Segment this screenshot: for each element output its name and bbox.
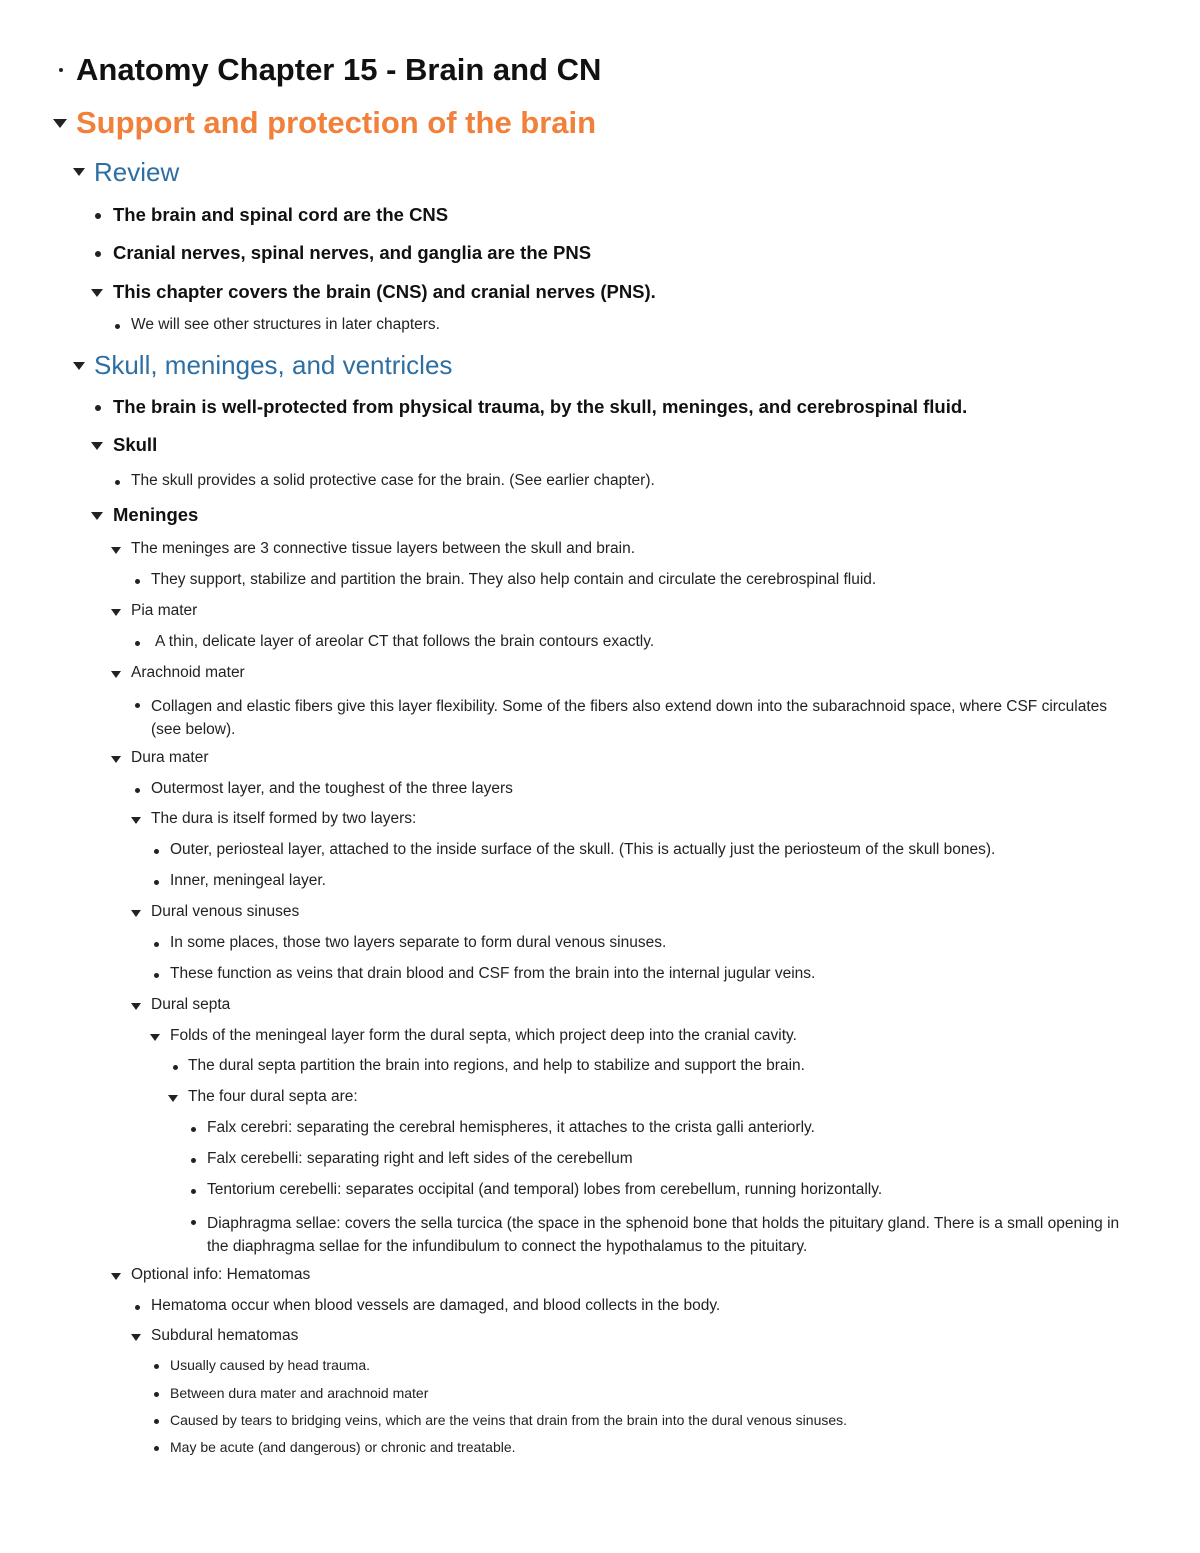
list-item-text: In some places, those two layers separate to form dural venous sinuses. bbox=[170, 934, 667, 951]
list-item-text: Hematoma occur when blood vessels are damaged, and blood collects in the body. bbox=[151, 1297, 721, 1314]
list-item bbox=[151, 934, 666, 954]
collapse-triangle-icon[interactable] bbox=[149, 1027, 161, 1047]
bullet-dot-icon bbox=[151, 1357, 161, 1375]
list-item[interactable] bbox=[110, 540, 635, 560]
list-item bbox=[92, 204, 448, 228]
list-item bbox=[188, 1212, 1128, 1258]
collapse-triangle-icon[interactable] bbox=[167, 1088, 179, 1108]
list-item-text: Pia mater bbox=[131, 602, 198, 619]
collapse-triangle-icon[interactable] bbox=[130, 903, 142, 923]
collapse-triangle-icon[interactable] bbox=[52, 105, 68, 141]
collapse-triangle-icon[interactable] bbox=[90, 281, 104, 305]
list-item[interactable] bbox=[110, 664, 245, 684]
list-item bbox=[188, 1119, 815, 1139]
list-item bbox=[151, 841, 995, 861]
list-item bbox=[132, 695, 1127, 741]
list-item-text: The meninges are 3 connective tissue layers between the skull and brain. bbox=[131, 540, 636, 557]
bullet-dot-icon bbox=[54, 52, 68, 88]
collapse-triangle-icon[interactable] bbox=[72, 350, 86, 382]
skull-section-row[interactable] bbox=[72, 350, 452, 382]
page-title: Anatomy Chapter 15 - Brain and CN bbox=[76, 52, 602, 87]
bullet-dot-icon bbox=[188, 1150, 198, 1170]
list-item bbox=[151, 1412, 847, 1430]
list-item-text: The brain and spinal cord are the CNS bbox=[113, 204, 449, 225]
list-item[interactable] bbox=[130, 996, 230, 1016]
bullet-dot-icon bbox=[188, 1212, 198, 1232]
list-item-text: These function as veins that drain blood and CSF from the brain into the internal jugular veins. bbox=[170, 965, 816, 982]
collapse-triangle-icon[interactable] bbox=[72, 157, 86, 187]
list-item-text: The brain is well-protected from physical trauma, by the skull, meninges, and cerebrospinal fluid. bbox=[113, 396, 968, 417]
list-item[interactable] bbox=[167, 1088, 358, 1108]
collapse-triangle-icon[interactable] bbox=[90, 504, 104, 528]
list-item-text: Optional info: Hematomas bbox=[131, 1266, 311, 1283]
list-item bbox=[112, 472, 655, 492]
list-item bbox=[92, 396, 967, 420]
collapse-triangle-icon[interactable] bbox=[130, 1327, 142, 1347]
title-row bbox=[54, 52, 601, 88]
skull-section-heading: Skull, meninges, and ventricles bbox=[94, 350, 453, 380]
list-item-text: The dura is itself formed by two layers: bbox=[151, 810, 417, 827]
list-item-text: Dura mater bbox=[131, 749, 209, 766]
list-item-text: Falx cerebelli: separating right and left sides of the cerebellum bbox=[207, 1150, 633, 1167]
list-item bbox=[188, 1150, 633, 1170]
list-item[interactable] bbox=[110, 1266, 310, 1286]
list-item[interactable] bbox=[130, 903, 299, 923]
meninges-row[interactable] bbox=[90, 504, 198, 528]
list-item bbox=[92, 242, 591, 266]
list-item-text: Skull bbox=[113, 434, 158, 455]
bullet-dot-icon bbox=[92, 396, 104, 420]
bullet-dot-icon bbox=[151, 1385, 161, 1403]
list-item-text: Between dura mater and arachnoid mater bbox=[170, 1385, 429, 1401]
bullet-dot-icon bbox=[92, 204, 104, 228]
list-item bbox=[151, 872, 326, 892]
bullet-dot-icon bbox=[132, 1297, 142, 1317]
list-item-text: A thin, delicate layer of areolar CT that follows the brain contours exactly. bbox=[155, 633, 655, 650]
list-item-text: We will see other structures in later chapters. bbox=[131, 316, 440, 333]
list-item-text: Meninges bbox=[113, 504, 199, 525]
bullet-dot-icon bbox=[112, 316, 122, 336]
section-heading: Support and protection of the brain bbox=[76, 105, 597, 140]
list-item-text: Collagen and elastic fibers give this layer flexibility. Some of the fibers also extend down into the subarachnoid space, where CSF circulates (see below). bbox=[151, 698, 1108, 738]
list-item-text: May be acute (and dangerous) or chronic and treatable. bbox=[170, 1439, 516, 1455]
list-item-text: This chapter covers the brain (CNS) and cranial nerves (PNS). bbox=[113, 281, 656, 302]
list-item-text: Outermost layer, and the toughest of the three layers bbox=[151, 780, 513, 797]
list-item-text: Dural venous sinuses bbox=[151, 903, 300, 920]
collapse-triangle-icon[interactable] bbox=[110, 749, 122, 769]
list-item[interactable] bbox=[149, 1027, 797, 1047]
list-item bbox=[132, 571, 876, 591]
list-item-text: Falx cerebri: separating the cerebral hemispheres, it attaches to the crista galli anteriorly. bbox=[207, 1119, 815, 1136]
list-item-text: The dural septa partition the brain into regions, and help to stabilize and support the brain. bbox=[188, 1057, 805, 1074]
list-item-text: Cranial nerves, spinal nerves, and ganglia are the PNS bbox=[113, 242, 592, 263]
list-item[interactable] bbox=[110, 602, 197, 622]
list-item[interactable] bbox=[130, 810, 416, 830]
bullet-dot-icon bbox=[151, 1439, 161, 1457]
bullet-dot-icon bbox=[132, 695, 142, 715]
list-item-text: Folds of the meningeal layer form the dural septa, which project deep into the cranial cavity. bbox=[170, 1027, 797, 1044]
list-item bbox=[151, 965, 815, 985]
list-item-text: The skull provides a solid protective case for the brain. (See earlier chapter). bbox=[131, 472, 655, 489]
bullet-dot-icon bbox=[151, 872, 161, 892]
list-item bbox=[188, 1181, 882, 1201]
list-item[interactable] bbox=[90, 281, 656, 305]
list-item-text: Subdural hematomas bbox=[151, 1327, 299, 1344]
bullet-dot-icon bbox=[132, 571, 142, 591]
list-item-text: They support, stabilize and partition the brain. They also help contain and circulate the cerebrospinal fluid. bbox=[151, 571, 877, 588]
list-item bbox=[132, 633, 654, 653]
collapse-triangle-icon[interactable] bbox=[90, 434, 104, 458]
list-item bbox=[170, 1057, 805, 1077]
bullet-dot-icon bbox=[151, 841, 161, 861]
bullet-dot-icon bbox=[151, 1412, 161, 1430]
list-item[interactable] bbox=[110, 749, 209, 769]
review-row[interactable] bbox=[72, 157, 179, 188]
review-heading: Review bbox=[94, 157, 180, 187]
list-item bbox=[132, 780, 513, 800]
bullet-dot-icon bbox=[92, 242, 104, 266]
bullet-dot-icon bbox=[170, 1057, 180, 1077]
list-item-text: Diaphragma sellae: covers the sella turcica (the space in the sphenoid bone that holds the pituitary gland. There is a small opening in the diaphragma sellae for the infundibulum to connect the hypothalamus to the pituitary. bbox=[207, 1215, 1120, 1255]
list-item-text: Usually caused by head trauma. bbox=[170, 1357, 370, 1373]
bullet-dot-icon bbox=[112, 472, 122, 492]
list-item bbox=[132, 1297, 720, 1317]
list-item-text: Dural septa bbox=[151, 996, 231, 1013]
collapse-triangle-icon[interactable] bbox=[110, 1266, 122, 1286]
bullet-dot-icon bbox=[151, 934, 161, 954]
bullet-dot-icon bbox=[188, 1181, 198, 1201]
bullet-dot-icon bbox=[151, 965, 161, 985]
section-support-row[interactable] bbox=[52, 105, 596, 141]
bullet-dot-icon bbox=[188, 1119, 198, 1139]
collapse-triangle-icon[interactable] bbox=[110, 540, 122, 560]
collapse-triangle-icon[interactable] bbox=[110, 664, 122, 684]
list-item-text: Caused by tears to bridging veins, which are the veins that drain from the brain into the dural venous sinuses. bbox=[170, 1412, 848, 1428]
list-item[interactable] bbox=[130, 1327, 298, 1347]
list-item bbox=[151, 1385, 428, 1403]
list-item-text: Arachnoid mater bbox=[131, 664, 245, 681]
list-item-text: Outer, periosteal layer, attached to the inside surface of the skull. (This is actually just the periosteum of the skull bones). bbox=[170, 841, 996, 858]
list-item-text: Tentorium cerebelli: separates occipital (and temporal) lobes from cerebellum, running horizontally. bbox=[207, 1181, 883, 1198]
list-item-text: The four dural septa are: bbox=[188, 1088, 358, 1105]
bullet-dot-icon bbox=[132, 633, 142, 653]
list-item bbox=[151, 1439, 516, 1457]
collapse-triangle-icon[interactable] bbox=[110, 602, 122, 622]
list-item-text: Inner, meningeal layer. bbox=[170, 872, 326, 889]
list-item bbox=[112, 316, 440, 336]
collapse-triangle-icon[interactable] bbox=[130, 810, 142, 830]
list-item bbox=[151, 1357, 370, 1375]
bullet-dot-icon bbox=[132, 780, 142, 800]
skull-row[interactable] bbox=[90, 434, 157, 458]
collapse-triangle-icon[interactable] bbox=[130, 996, 142, 1016]
